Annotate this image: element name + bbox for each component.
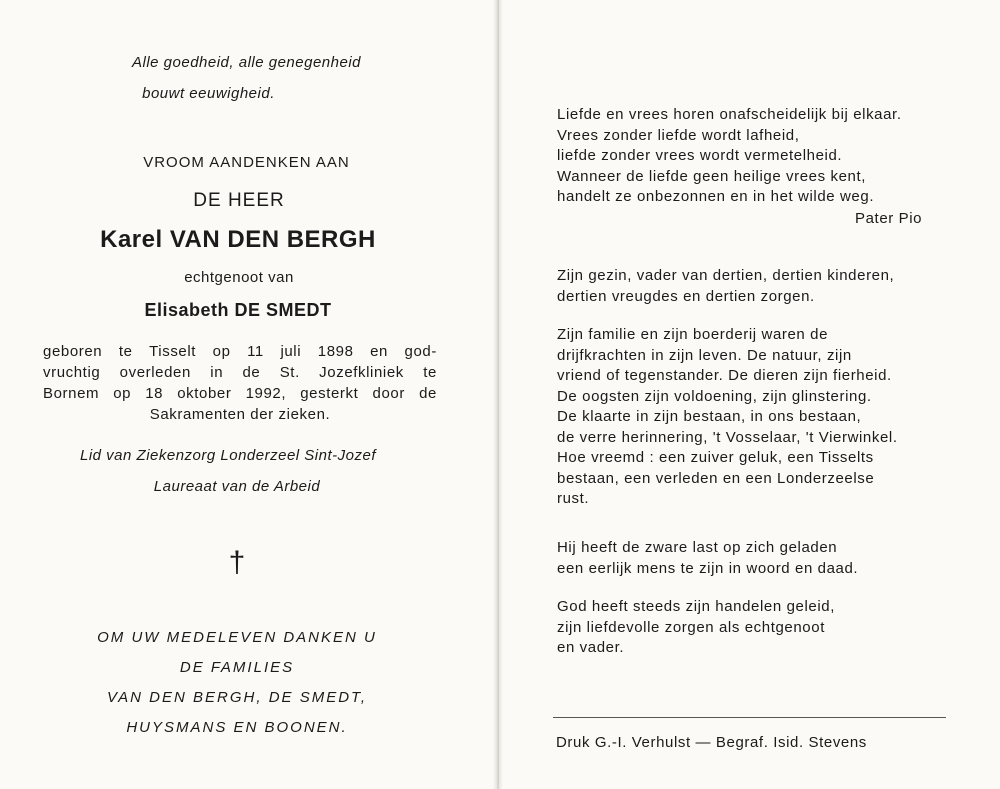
bio-word: Tisselt	[149, 343, 197, 360]
biography-line	[43, 383, 437, 404]
bio-word: 11	[247, 343, 264, 360]
quote-line: handelt ze onbezonnen en in het wilde weg.	[557, 188, 875, 205]
biography-line	[43, 362, 437, 383]
quote-author: Pater Pio	[855, 210, 923, 227]
paragraph-line: de verre herinnering, 't Vosselaar, 't Vierwinkel.	[557, 428, 898, 446]
paragraph-line: God heeft steeds zijn handelen geleid,	[557, 598, 835, 615]
bio-word: geboren	[43, 343, 103, 360]
paragraph-line: drijfkrachten in zijn leven. De natuur, zijn	[557, 346, 852, 364]
bio-word: Bornem	[43, 385, 100, 402]
paragraph-farm	[557, 325, 898, 510]
paragraph-line: bestaan, een verleden en een Londerzeelse	[557, 469, 875, 487]
paragraph-line: rust.	[557, 490, 590, 507]
bio-word: Jozefkliniek	[319, 364, 404, 381]
title-de-heer: DE HEER	[193, 190, 285, 211]
paragraph-line: Zijn familie en zijn boerderij waren de	[557, 326, 829, 343]
bio-word: 1898	[317, 343, 354, 360]
quote-line: Vrees zonder liefde wordt lafheid,	[557, 126, 800, 144]
memorial-heading: VROOM AANDENKEN AAN	[143, 154, 350, 171]
left-panel	[0, 0, 493, 789]
quote-line: liefde zonder vrees wordt vermetelheid.	[557, 147, 843, 164]
biography-line	[43, 404, 437, 425]
bio-word: in	[210, 364, 224, 381]
spouse-prefix: echtgenoot van	[184, 269, 294, 286]
bio-word: St.	[279, 364, 300, 381]
membership: Lid van Ziekenzorg Londerzeel Sint-Jozef	[80, 447, 376, 464]
thanks-line-2: DE FAMILIES	[179, 659, 295, 676]
bio-word: de	[242, 364, 261, 381]
printer-line: Druk G.-I. Verhulst — Begraf. Isid. Stevens	[556, 734, 867, 751]
bio-word: op	[212, 343, 231, 360]
bio-word: 1992,	[245, 385, 287, 402]
paragraph-line: en vader.	[557, 639, 625, 656]
card-fold	[493, 0, 503, 789]
paragraph-line: Hij heeft de zware last op zich geladen	[557, 539, 838, 556]
bio-word: Sakramenten der zieken.	[149, 406, 331, 423]
paragraph-line: De oogsten zijn voldoening, zijn glinstering.	[557, 387, 872, 405]
bio-word: god-	[404, 343, 437, 360]
bio-word: en	[370, 343, 388, 360]
paragraph-line: vriend of tegenstander. De dieren zijn fierheid.	[557, 367, 892, 384]
spouse-name: Elisabeth DE SMEDT	[144, 300, 332, 320]
motto-line-1: Alle goedheid, alle genegenheid	[131, 54, 361, 71]
bio-word: de	[419, 385, 437, 402]
quote-line: Wanneer de liefde geen heilige vrees kent,	[557, 167, 866, 185]
bio-word: oktober	[177, 385, 232, 402]
paragraph-god	[557, 597, 835, 659]
thanks-line-4: HUYSMANS EN BOONEN.	[126, 719, 348, 736]
bio-word: vruchtig	[43, 364, 101, 381]
paragraph-line: zijn liefdevolle zorgen als echtgenoot	[557, 618, 825, 636]
biography-line	[43, 341, 437, 362]
award: Laureaat van de Arbeid	[153, 478, 321, 495]
bio-word: door	[372, 385, 405, 402]
thanks-line-1: OM UW MEDELEVEN DANKEN U	[97, 629, 377, 646]
paragraph-line: Zijn gezin, vader van dertien, dertien kinderen,	[557, 267, 895, 284]
motto-line-2: bouwt eeuwigheid.	[142, 85, 275, 102]
bio-word: gesterkt	[300, 385, 359, 402]
paragraph-line: De klaarte in zijn bestaan, in ons bestaan,	[557, 408, 862, 425]
quote-line: Liefde en vrees horen onafscheidelijk bij elkaar.	[557, 106, 902, 123]
bio-word: te	[423, 364, 437, 381]
paragraph-line: dertien vreugdes en dertien zorgen.	[557, 287, 815, 305]
paragraph-family	[557, 266, 894, 307]
biography	[43, 341, 437, 425]
deceased-name: Karel VAN DEN BERGH	[100, 226, 376, 253]
quote-block	[557, 105, 902, 208]
paragraph-line: een eerlijk mens te zijn in woord en daad.	[557, 559, 859, 577]
paragraph-line: Hoe vreemd : een zuiver geluk, een Tisselts	[557, 449, 874, 466]
bio-word: overleden	[119, 364, 191, 381]
bio-word: 18	[145, 385, 164, 402]
paragraph-burden	[557, 538, 858, 579]
thanks-line-3: VAN DEN BERGH, DE SMEDT,	[107, 689, 367, 706]
printer-divider	[553, 717, 946, 718]
cross-icon: †	[228, 546, 246, 579]
bio-word: op	[113, 385, 132, 402]
bio-word: te	[118, 343, 133, 360]
bio-word: juli	[280, 343, 302, 360]
